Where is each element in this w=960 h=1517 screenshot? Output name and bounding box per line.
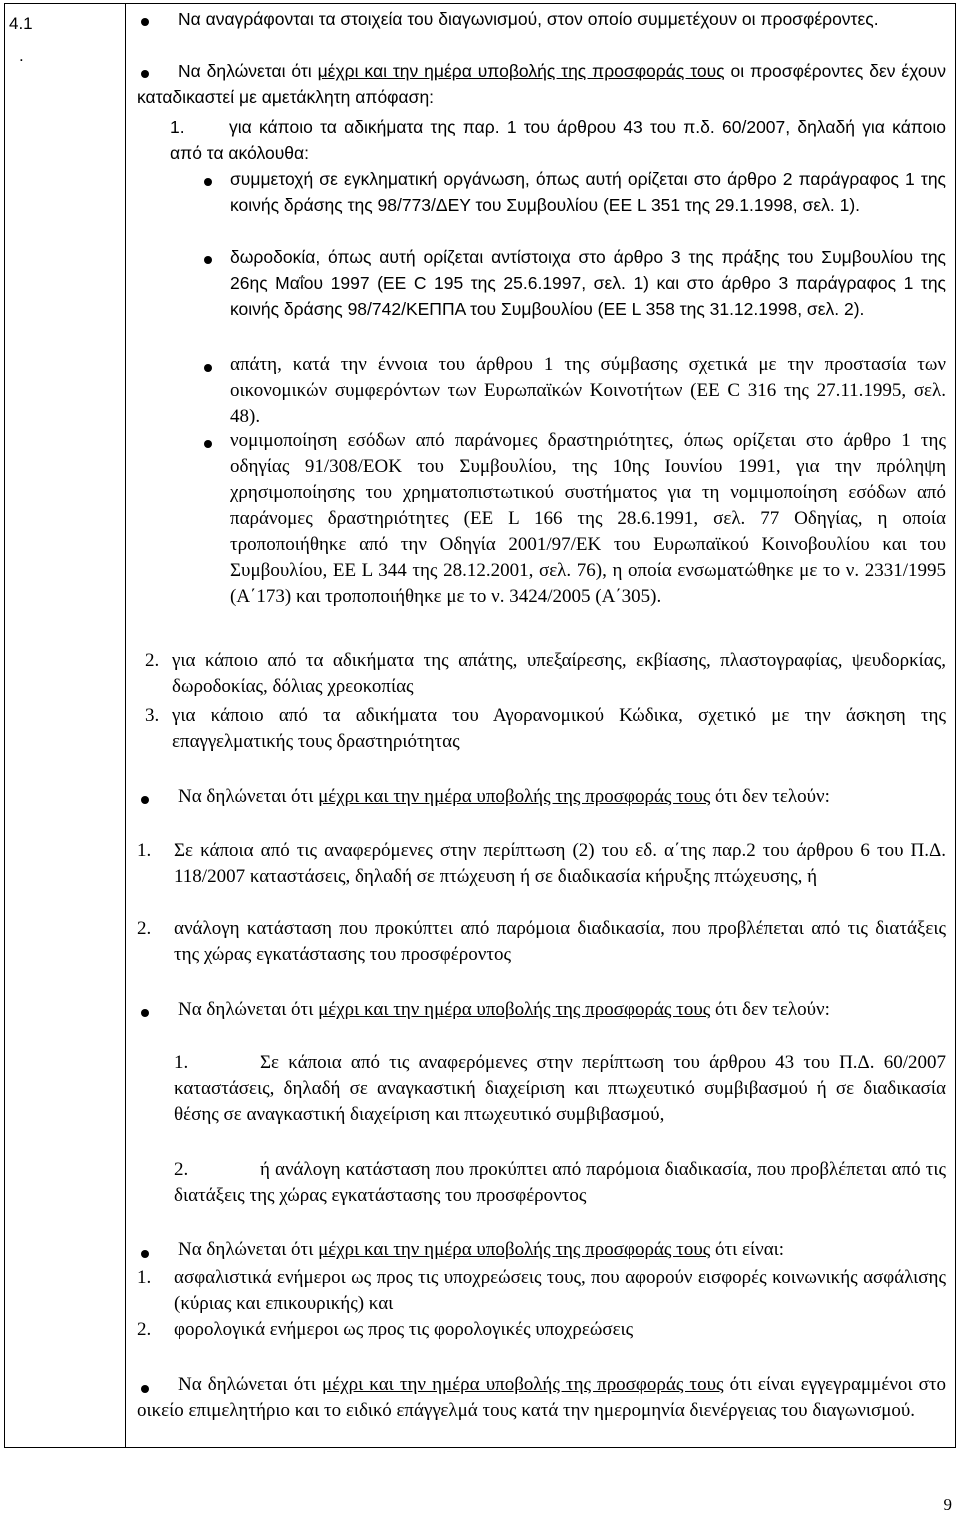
- underlined-phrase: μέχρι και την ημέρα υποβολής της προσφοράς τους: [318, 786, 711, 807]
- list-item: 2. ανάλογη κατάσταση που προκύπτει από παρόμοια διαδικασία, που προβλέπεται από τις διατάξεις της χώρας εγκατάστασης του προσφέροντος: [137, 918, 946, 965]
- paragraph-no-conviction: Να δηλώνεται ότι μέχρι και την ημέρα υποβολής της προσφοράς τους οι προσφέροντες δεν έχουν καταδικαστεί με αμετάκλητη απόφαση:: [137, 61, 946, 107]
- section-number: 4.1: [9, 14, 33, 33]
- underlined-phrase: μέχρι και την ημέρα υποβολής της προσφοράς τους: [318, 1239, 711, 1260]
- sub-list-item: απάτη, κατά την έννοια του άρθρου 1 της σύμβασης σχετικά με την προστασία των οικονομικών συμφερόντων των Ευρωπαϊκών Κοινοτήτων (ΕΕ C 316 της 27.11.1995, σελ. 48).: [230, 354, 946, 427]
- list-item: 1. για κάποιο τα αδικήματα της παρ. 1 του άρθρου 43 του π.δ. 60/2007, δηλαδή για κάποιο από τα ακόλουθα:: [170, 117, 946, 163]
- list-item: 1. Σε κάποια από τις αναφερόμενες στην περίπτωση (2) του εδ. α΄της παρ.2 του άρθρου 6 του Π.Δ. 118/2007 καταστάσεις, δηλαδή σε πτώχευση ή σε διαδικασία κήρυξης πτώχευσης, ή: [137, 840, 946, 887]
- list-item: 1. Σε κάποια από τις αναφερόμενες στην περίπτωση του άρθρου 43 του Π.Δ. 60/2007 καταστάσεις, δηλαδή σε αναγκαστική διαχείριση και πτωχευτικό συμβιβασμού ή σε διαδικασία θέσης σε αναγκαστική διαχείριση και πτωχευτικό συμβιβασμού,: [174, 1052, 946, 1125]
- underlined-phrase: μέχρι και την ημέρα υποβολής της προσφοράς τους: [322, 1374, 724, 1395]
- section-number-dot: .: [19, 46, 24, 65]
- paragraph-not-bankrupt: Να δηλώνεται ότι μέχρι και την ημέρα υποβολής της προσφοράς τους ότι δεν τελούν:: [178, 786, 830, 807]
- list-item: 1. ασφαλιστικά ενήμεροι ως προς τις υποχρεώσεις τους, που αφορούν εισφορές κοινωνικής ασφάλισης (κύριας και επικουρικής) και: [137, 1267, 946, 1314]
- sub-list-item: νομιμοποίηση εσόδων από παράνομες δραστηριότητες, όπως ορίζεται στο άρθρο 1 της οδηγίας 91/308/ΕΟΚ του Συμβουλίου, της 10ης Ιουνίου 1991, για την πρόληψη χρησιμοποίησης του χρηματοπιστωτικού συστήματος για τη νομιμοποίηση εσόδων από παράνομες δραστηριότητες (ΕΕ L 166 της 28.6.1991, σελ. 77 Οδηγίας, η οποία τροποποιήθηκε από την Οδηγία 2001/97/ΕΚ του Ευρωπαϊκού Κοινοβουλίου και του Συμβουλίου, ΕΕ L 344 της 28.12.2001, σελ. 76), η οποία ενσωματώθηκε με το ν. 2331/1995 (Α΄173) και τροποποιήθηκε με το ν. 3424/2005 (Α΄305).: [230, 430, 946, 607]
- list-item: 2. για κάποιο από τα αδικήματα της απάτης, υπεξαίρεσης, εκβίασης, πλαστογραφίας, ψευδορκίας, δωροδοκίας, δόλιας χρεοκοπίας: [145, 650, 946, 697]
- bullet-icon: [204, 256, 212, 264]
- paragraph-not-receivership: Να δηλώνεται ότι μέχρι και την ημέρα υποβολής της προσφοράς τους ότι δεν τελούν:: [178, 999, 830, 1020]
- paragraph-competition-details: Να αναγράφονται τα στοιχεία του διαγωνισμού, στον οποίο συμμετέχουν οι προσφέροντες.: [178, 9, 879, 29]
- underlined-phrase: μέχρι και την ημέρα υποβολής της προσφοράς τους: [318, 999, 711, 1020]
- list-item: 2. φορολογικά ενήμεροι ως προς τις φορολογικές υποχρεώσεις: [137, 1319, 634, 1340]
- list-item: 2. ή ανάλογη κατάσταση που προκύπτει από παρόμοια διαδικασία, που προβλέπεται από τις διατάξεις της χώρας εγκατάστασης του προσφέροντος: [174, 1159, 946, 1206]
- sub-list-item: δωροδοκία, όπως αυτή ορίζεται αντίστοιχα στο άρθρο 3 της πράξης του Συμβουλίου της 26ης Μαΐου 1997 (ΕΕ C 195 της 25.6.1997, σελ. 1) και στο άρθρο 3 παράγραφος 1 της κοινής δράσης 98/742/ΚΕΠΠΑ του Συμβουλίου (ΕΕ L 358 της 31.12.1998, σελ. 2).: [230, 247, 946, 319]
- underlined-phrase: μέχρι και την ημέρα υποβολής της προσφοράς τους: [317, 61, 725, 81]
- page-number: 9: [943, 1495, 952, 1514]
- list-item: 3. για κάποιο από τα αδικήματα του Αγορανομικού Κώδικα, σχετικό με την άσκηση της επαγγελματικής τους δραστηριότητας: [145, 705, 946, 752]
- bullet-icon: [204, 440, 212, 448]
- column-divider: [125, 4, 126, 1447]
- bullet-icon: [204, 364, 212, 372]
- bullet-icon: [204, 178, 212, 186]
- paragraph-chamber-registration: Να δηλώνεται ότι μέχρι και την ημέρα υποβολής της προσφοράς τους ότι είναι εγγεγραμμένοι στο οικείο επιμελητήριο και το ειδικό επάγγελμά τους κατά την ημερομηνία διενέργειας του διαγωνισμού.: [137, 1374, 946, 1421]
- paragraph-insurance-tax: Να δηλώνεται ότι μέχρι και την ημέρα υποβολής της προσφοράς τους ότι είναι:: [178, 1239, 785, 1260]
- sub-list-item: συμμετοχή σε εγκληματική οργάνωση, όπως αυτή ορίζεται στο άρθρο 2 παράγραφος 1 της κοινής δράσης της 98/773/ΔΕΥ του Συμβουλίου (ΕΕ L 351 της 29.1.1998, σελ. 1).: [230, 169, 946, 215]
